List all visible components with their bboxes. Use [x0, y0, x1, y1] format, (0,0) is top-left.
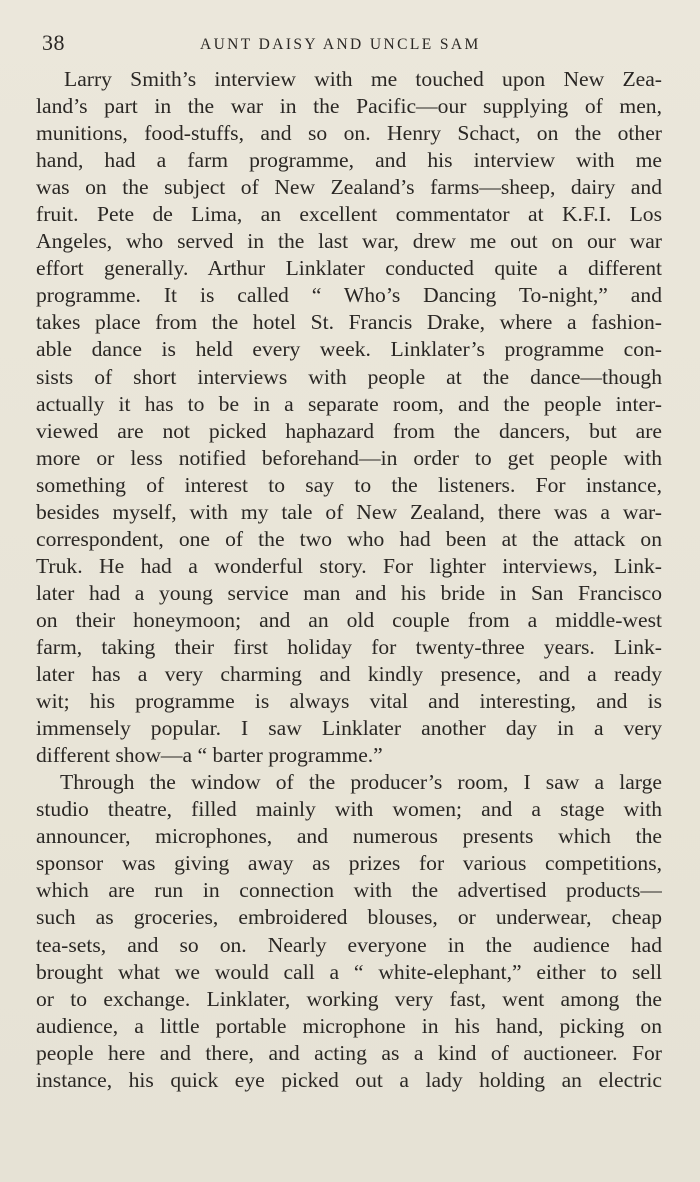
text-line: later has a very charming and kindly presence, and a ready — [36, 662, 662, 687]
text-line: something of interest to say to the listeners. For instance, — [36, 472, 662, 497]
text-line: correspondent, one of the two who had been at the attack on — [36, 526, 662, 551]
text-line: munitions, food-stuffs, and so on. Henry Schact, on the other — [36, 121, 662, 146]
text-line: was on the subject of New Zealand’s farms—sheep, dairy and — [36, 175, 662, 200]
text-line: audience, a little portable microphone in his hand, picking on — [36, 1013, 662, 1038]
page-header — [42, 30, 662, 60]
paragraph-1 — [36, 66, 662, 769]
text-line: people here and there, and acting as a kind of auctioneer. For — [36, 1040, 662, 1065]
text-line: Angeles, who served in the last war, drew me out on our war — [36, 229, 662, 254]
text-line: Truk. He had a wonderful story. For lighter interviews, Link- — [36, 553, 662, 578]
text-line: tea-sets, and so on. Nearly everyone in the audience had — [36, 932, 662, 957]
page-number: 38 — [42, 30, 65, 55]
text-line: land’s part in the war in the Pacific—our supplying of men, — [36, 94, 662, 119]
body-text — [36, 66, 662, 1094]
text-line: sponsor was giving away as prizes for various competitions, — [36, 851, 662, 876]
text-line: able dance is held every week. Linklater’s programme con- — [36, 337, 662, 362]
text-line: brought what we would call a “ white-elephant,” either to sell — [36, 959, 662, 984]
text-line: effort generally. Arthur Linklater conducted quite a different — [36, 256, 662, 281]
text-line: farm, taking their first holiday for twenty-three years. Link- — [36, 634, 662, 659]
text-line: sists of short interviews with people at the dance—though — [36, 364, 662, 389]
text-line: studio theatre, filled mainly with women; and a stage with — [36, 797, 662, 822]
text-line: immensely popular. I saw Linklater another day in a very — [36, 716, 662, 741]
paragraph-2 — [36, 769, 662, 1094]
text-line: Larry Smith’s interview with me touched upon New Zea- — [64, 67, 662, 91]
text-line: which are run in connection with the advertised products— — [36, 878, 662, 903]
text-line: programme. It is called “ Who’s Dancing To-night,” and — [36, 283, 662, 308]
text-line: wit; his programme is always vital and interesting, and is — [36, 689, 662, 714]
text-line: takes place from the hotel St. Francis Drake, where a fashion- — [36, 310, 662, 335]
text-line: such as groceries, embroidered blouses, or underwear, cheap — [36, 905, 662, 930]
text-line: different show—a “ barter programme.” — [36, 743, 383, 768]
text-line: instance, his quick eye picked out a lady holding an electric — [36, 1067, 662, 1092]
text-line: actually it has to be in a separate room, and the people inter- — [36, 391, 662, 416]
text-line: more or less notified beforehand—in order to get people with — [36, 445, 662, 470]
text-line: on their honeymoon; and an old couple from a middle-west — [36, 607, 662, 632]
text-line: or to exchange. Linklater, working very fast, went among the — [36, 986, 662, 1011]
text-line: hand, had a farm programme, and his interview with me — [36, 148, 662, 173]
running-head: AUNT DAISY AND UNCLE SAM — [200, 36, 481, 53]
text-line: later had a young service man and his bride in San Francisco — [36, 580, 662, 605]
text-line: announcer, microphones, and numerous presents which the — [36, 824, 662, 849]
text-line: Through the window of the producer’s room, I saw a large — [60, 770, 662, 795]
text-line: besides myself, with my tale of New Zealand, there was a war- — [36, 499, 662, 524]
text-line: fruit. Pete de Lima, an excellent commentator at K.F.I. Los — [36, 202, 662, 227]
text-line: viewed are not picked haphazard from the dancers, but are — [36, 418, 662, 443]
